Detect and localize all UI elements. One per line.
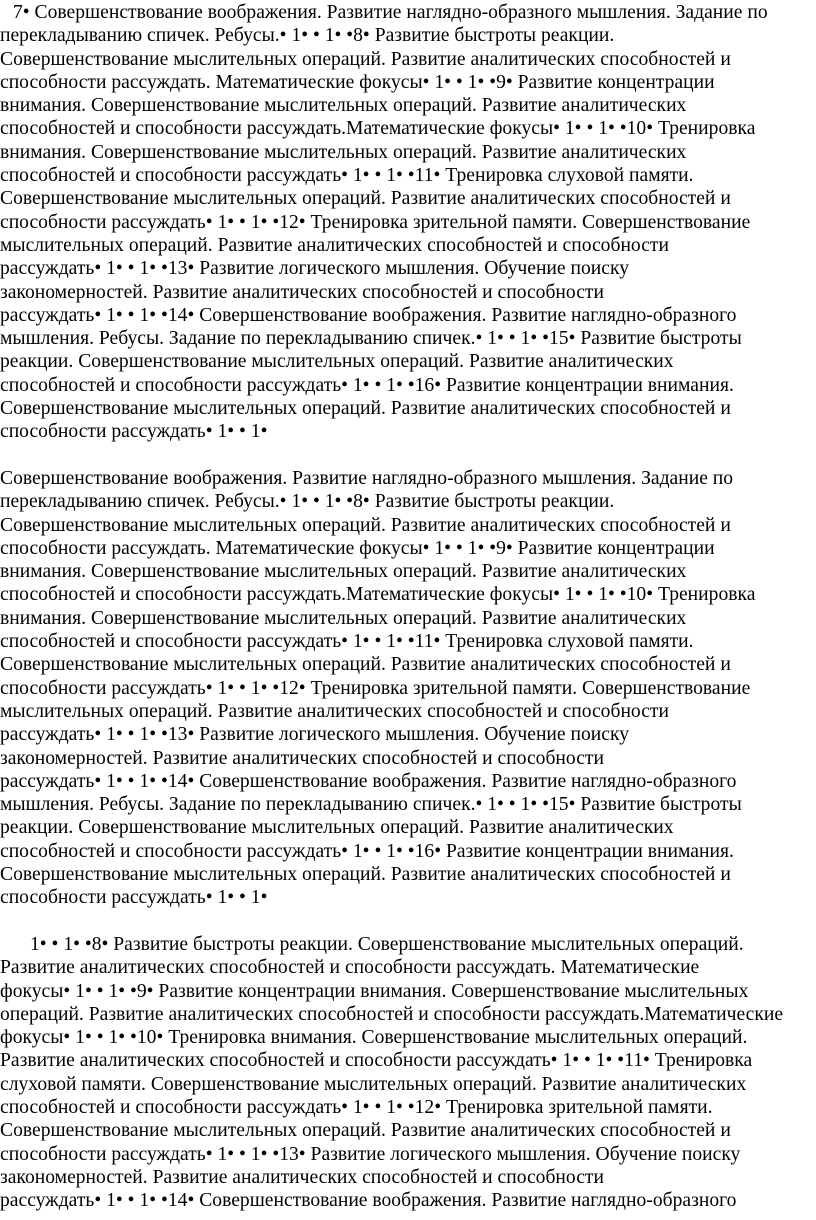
text-line: рассуждать• 1• • 1• •14• Совершенствование воображения. Развитие наглядно-образного [0, 770, 737, 792]
text-line: Совершенствование мыслительных операций. Развитие аналитических способностей и [0, 1120, 731, 1142]
text-line: способности рассуждать• 1• • 1• [0, 421, 268, 443]
text-line: Совершенствование воображения. Развитие наглядно-образного мышления. Задание по [0, 468, 734, 489]
text-line: способностей и способности рассуждать• 1• • 1• •16• Развитие концентрации внимания. [0, 840, 734, 862]
text-line: способности рассуждать• 1• • 1• •13• Развитие логического мышления. Обучение поиску [0, 1143, 741, 1165]
text-line: Совершенствование мыслительных операций. Развитие аналитических способностей и [0, 398, 731, 420]
text-line: рассуждать• 1• • 1• •14• Совершенствование воображения. Развитие наглядно-образного [0, 304, 737, 326]
text-line: Развитие аналитических способностей и способности рассуждать. Математические [0, 957, 700, 979]
text-line: операций. Развитие аналитических способностей и способности рассуждать.Математические [0, 1003, 784, 1025]
paragraph-1 [0, 1, 810, 444]
text-line: мышления. Ребусы. Задание по перекладыванию спичек.• 1• • 1• •15• Развитие быстроты [0, 794, 742, 816]
text-line: способностей и способности рассуждать• 1• • 1• •11• Тренировка слуховой памяти. [0, 165, 694, 187]
text-line: фокусы• 1• • 1• •10• Тренировка внимания. Совершенствование мыслительных операций. [0, 1027, 748, 1049]
text-line: мыслительных операций. Развитие аналитических способностей и способности [0, 700, 669, 722]
text-line: закономерностей. Развитие аналитических способностей и способности [0, 1166, 604, 1188]
text-line: внимания. Совершенствование мыслительных операций. Развитие аналитических [0, 561, 687, 583]
text-line: способности рассуждать• 1• • 1• •12• Тренировка зрительной памяти. Совершенствование [0, 211, 751, 233]
text-line: внимания. Совершенствование мыслительных операций. Развитие аналитических [0, 95, 687, 117]
text-line: перекладыванию спичек. Ребусы.• 1• • 1• •8• Развитие быстроты реакции. [0, 25, 615, 47]
text-line: рассуждать• 1• • 1• •14• Совершенствование воображения. Развитие наглядно-образного [0, 1190, 737, 1212]
text-line: способностей и способности рассуждать• 1• • 1• •11• Тренировка слуховой памяти. [0, 631, 694, 653]
text-line: фокусы• 1• • 1• •9• Развитие концентрации внимания. Совершенствование мыслительных [0, 980, 749, 1002]
text-line: способностей и способности рассуждать• 1• • 1• •12• Тренировка зрительной памяти. [0, 1097, 713, 1119]
text-line: Развитие аналитических способностей и способности рассуждать• 1• • 1• •11• Тренировка [0, 1050, 753, 1072]
text-line: закономерностей. Развитие аналитических способностей и способности [0, 747, 604, 769]
text-line: реакции. Совершенствование мыслительных операций. Развитие аналитических [0, 817, 674, 839]
text-line: Совершенствование мыслительных операций. Развитие аналитических способностей и [0, 654, 731, 676]
text-line: закономерностей. Развитие аналитических способностей и способности [0, 281, 604, 303]
text-line: рассуждать• 1• • 1• •13• Развитие логического мышления. Обучение поиску [0, 258, 630, 280]
text-line: реакции. Совершенствование мыслительных операций. Развитие аналитических [0, 351, 674, 373]
text-line: способности рассуждать. Математические фокусы• 1• • 1• •9• Развитие концентрации [0, 537, 715, 559]
text-line: способности рассуждать• 1• • 1• [0, 887, 268, 909]
text-line: Совершенствование мыслительных операций. Развитие аналитических способностей и [0, 48, 731, 70]
text-line: мыслительных операций. Развитие аналитических способностей и способности [0, 234, 669, 256]
text-line: способности рассуждать• 1• • 1• •12• Тренировка зрительной памяти. Совершенствование [0, 677, 751, 699]
text-line: внимания. Совершенствование мыслительных операций. Развитие аналитических [0, 607, 687, 629]
text-line: внимания. Совершенствование мыслительных операций. Развитие аналитических [0, 141, 687, 163]
text-line: Совершенствование мыслительных операций. Развитие аналитических способностей и [0, 514, 731, 536]
text-line: слуховой памяти. Совершенствование мыслительных операций. Развитие аналитических [0, 1073, 747, 1095]
text-line: Совершенствование мыслительных операций. Развитие аналитических способностей и [0, 188, 731, 210]
text-line: 7• Совершенствование воображения. Развитие наглядно-образного мышления. Задание по [13, 2, 768, 23]
text-line: мышления. Ребусы. Задание по перекладыванию спичек.• 1• • 1• •15• Развитие быстроты [0, 328, 742, 350]
text-line: 1• • 1• •8• Развитие быстроты реакции. Совершенствование мыслительных операций. [30, 934, 744, 955]
text-line: способностей и способности рассуждать.Математические фокусы• 1• • 1• •10• Тренировка [0, 118, 756, 140]
text-line: способностей и способности рассуждать.Математические фокусы• 1• • 1• •10• Тренировка [0, 584, 756, 606]
text-line: рассуждать• 1• • 1• •13• Развитие логического мышления. Обучение поиску [0, 724, 630, 746]
paragraph-3 [0, 933, 810, 1213]
text-line: способности рассуждать. Математические фокусы• 1• • 1• •9• Развитие концентрации [0, 71, 715, 93]
paragraph-2 [0, 467, 810, 910]
text-line: перекладыванию спичек. Ребусы.• 1• • 1• •8• Развитие быстроты реакции. [0, 491, 615, 513]
text-line: способностей и способности рассуждать• 1• • 1• •16• Развитие концентрации внимания. [0, 374, 734, 396]
text-line: Совершенствование мыслительных операций. Развитие аналитических способностей и [0, 864, 731, 886]
